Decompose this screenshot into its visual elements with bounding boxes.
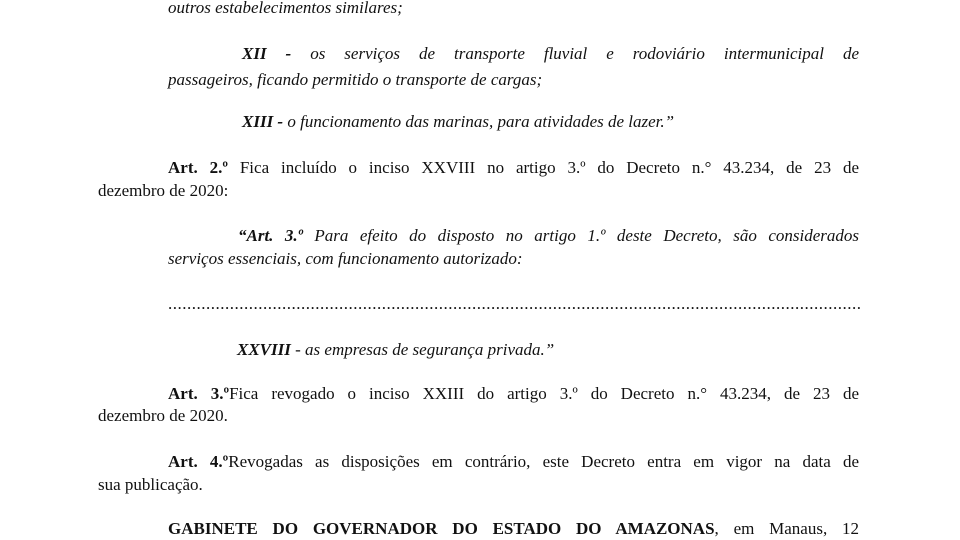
- art2-line2: dezembro de 2020:: [98, 181, 229, 200]
- item-xii-label: XII -: [242, 44, 292, 63]
- art2-label: Art. 2.º: [168, 158, 228, 177]
- quote-art3-line1: [238, 226, 859, 246]
- text-line: outros estabelecimentos similares;: [168, 0, 403, 17]
- art3-label: Art. 3.º: [168, 384, 230, 403]
- item-xii-line2: passageiros, ficando permitido o transporte de cargas;: [168, 70, 543, 89]
- item-xiii-label: XIII -: [242, 112, 284, 131]
- art2-text: Fica incluído o inciso XXVIII no artigo 3.º do Decreto n.° 43.234, de 23 de: [239, 158, 859, 177]
- item-xxviii: [237, 340, 554, 360]
- closing-line: [168, 519, 859, 539]
- closing-bold: GABINETE DO GOVERNADOR DO ESTADO DO AMAZONAS: [168, 519, 715, 538]
- item-xxviii-text: - as empresas de segurança privada.”: [295, 340, 555, 359]
- item-xii-line1: [242, 44, 859, 64]
- closing-rest: , em Manaus, 12: [714, 519, 860, 538]
- ellipsis-line: ..................................................................................................................................................: [168, 294, 862, 313]
- art3-text: Fica revogado o inciso XXIII do artigo 3.º do Decreto n.° 43.234, de 23 de: [229, 384, 859, 403]
- art4-label: Art. 4.º: [168, 452, 229, 471]
- art4-text: Revogadas as disposições em contrário, este Decreto entra em vigor na data de: [228, 452, 859, 471]
- item-xiii: [242, 112, 674, 132]
- art3-line2: dezembro de 2020.: [98, 406, 228, 425]
- art4-line2: sua publicação.: [98, 475, 203, 494]
- quote-art3-label: “Art. 3.º: [238, 226, 303, 245]
- item-xii-text: os serviços de transporte fluvial e rodoviário intermunicipal de: [310, 44, 859, 63]
- item-xiii-text: o funcionamento das marinas, para atividades de lazer.”: [287, 112, 675, 131]
- art4-line1: [168, 452, 859, 472]
- art2-line1: [168, 158, 859, 178]
- item-xxviii-label: XXVIII: [237, 340, 291, 359]
- quote-art3-line2: serviços essenciais, com funcionamento autorizado:: [168, 249, 523, 268]
- quote-art3-text: Para efeito do disposto no artigo 1.º deste Decreto, são considerados: [314, 226, 860, 245]
- art3-line1: [168, 384, 859, 404]
